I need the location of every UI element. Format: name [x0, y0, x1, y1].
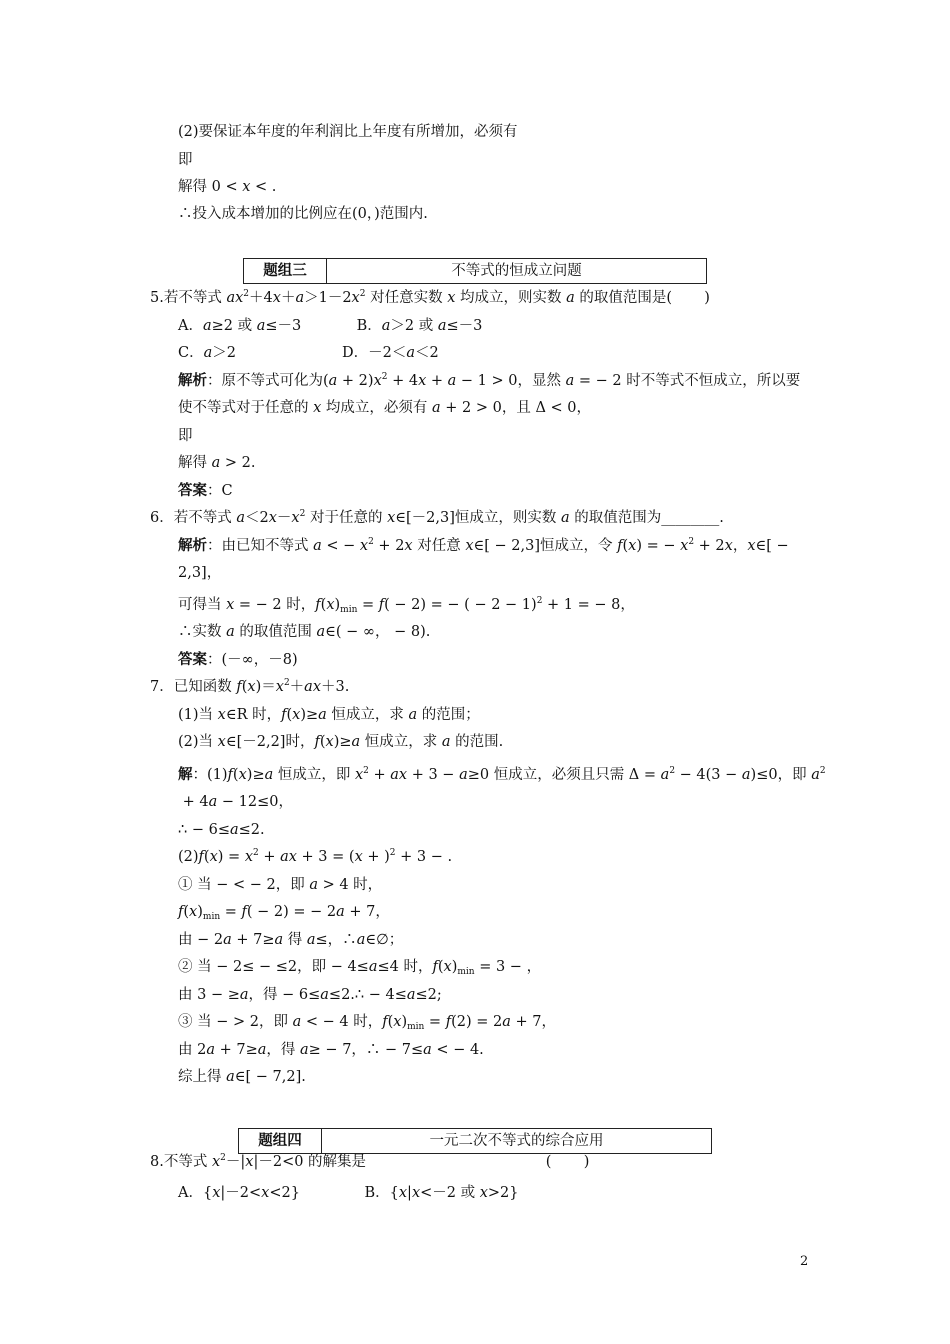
text-line-l02: 即 [178, 152, 193, 168]
group-title: 不等式的恒成立问题 [451, 263, 582, 279]
text-line-l22: 解：(1)f(x)≥a 恒成立，即 $x^2$ + ax + 3 − a≥0 恒成立，必须且只需 $\Delta = a^2 - 4(3 - a)\le 0$，即 $a^2$ [178, 766, 826, 783]
text-line-l13: 6．若不等式 $a<2x-x^2$ 对于任意的 x∈[－2,3]恒成立，则实数 a 的取值范围为________. [150, 509, 724, 526]
text-line-l15: 2,3]， [178, 565, 222, 581]
text-line-l10: 即 [178, 428, 193, 444]
text-line-l09: 使不等式对于任意的 x 均成立，必须有 a + 2 > 0，且 Δ < 0， [178, 400, 592, 416]
group4-header-table [238, 1128, 712, 1154]
text-line-l12: 答案：C [178, 482, 233, 499]
text-line-l29: ② 当 − 2≤ − ≤2，即 − 4≤a≤4 时，$f(x)_{min} = 3$ − ， [178, 959, 542, 977]
page-number: 2 [800, 1254, 809, 1269]
text-line-l27: $f(x)_{min} = f( - 2)$ = − 2a + 7， [178, 904, 390, 922]
text-line-l07: C．a＞2 D．－2＜a＜2 [178, 345, 439, 361]
text-line-l28: 由 − 2a + 7≥a 得 a≤，∴a∈∅； [178, 932, 404, 948]
text-line-l20: (1)当 x∈R 时，f(x)≥a 恒成立，求 a 的范围； [178, 707, 480, 723]
text-line-l03: 解得 0 < x < . [178, 179, 277, 195]
text-line-l35: A．{x|－2<x<2} B．{x|x<－2 或 x>2} [178, 1185, 519, 1201]
group3-header-table [243, 258, 707, 284]
text-line-l30: 由 3 − ≥a，得 − 6≤a≤2.∴ − 4≤a≤2; [178, 987, 442, 1003]
text-line-l16: 可得当 x = − 2 时，$f(x)_{min} = f( - 2)$ = − ( − 2 − 1)$^2$ + 1 = − 8， [178, 596, 635, 615]
text-line-l11: 解得 a > 2. [178, 455, 256, 471]
group-title: 一元二次不等式的综合应用 [429, 1133, 604, 1149]
text-line-l33: 综上得 a∈[ − 7,2]. [178, 1069, 306, 1085]
text-line-l31: ③ 当 − > 2，即 a < − 4 时，$f(x)_{min} = f(2) = 2a + 7$， [178, 1014, 556, 1032]
text-line-l19: 7．已知函数 $f(x)=x^2+ax+3$. [150, 678, 350, 695]
group-label: 题组三 [244, 259, 327, 283]
text-line-l08: 解析：原不等式可化为$(a + 2)x^2 + 4x + a - 1 > 0$，显然 a = − 2 时不等式不恒成立，所以要 [178, 372, 801, 389]
text-line-l04: ∴投入成本增加的比例应在(0，)范围内. [178, 206, 428, 222]
text-line-l01: (2)要保证本年度的年利润比上年度有所增加，必须有 [178, 124, 518, 140]
group-label: 题组四 [239, 1129, 322, 1153]
text-line-l05: 5.若不等式 $ax^2+4x+a>1-2x^2$ 对任意实数 x 均成立，则实数 a 的取值范围是( ) [150, 289, 710, 306]
text-line-l26: ① 当 − < − 2，即 a > 4 时， [178, 877, 383, 893]
text-line-l24: ∴ − 6≤a≤2. [178, 822, 265, 838]
text-line-l21: (2)当 x∈[－2,2]时，f(x)≥a 恒成立，求 a 的范围. [178, 734, 504, 750]
text-line-l32: 由 2a + 7≥a，得 a≥ − 7，∴ − 7≤a < − 4. [178, 1042, 484, 1058]
text-line-l06: A．a≥2 或 a≤－3 B．a＞2 或 a≤－3 [178, 318, 483, 334]
text-line-l14: 解析：由已知不等式 a < − $x^2 + 2x$ 对任意 x∈[ − 2,3]恒成立，令 f(x) = − $x^2 + 2x$，x∈[ − [178, 537, 789, 554]
text-line-l18: 答案：(－∞，－8) [178, 651, 298, 668]
text-line-l34: 8.不等式 $x^2-|x|-2<0$ 的解集是 ( ) [150, 1153, 590, 1170]
text-line-l25: $(2)f(x) = x^2$ + ax + $3 = (x + )^2 + 3$ − . [178, 848, 453, 865]
text-line-l17: ∴实数 a 的取值范围 a∈( − ∞， − 8). [178, 624, 431, 640]
text-line-l23: + 4a − 12≤0， [178, 794, 293, 810]
